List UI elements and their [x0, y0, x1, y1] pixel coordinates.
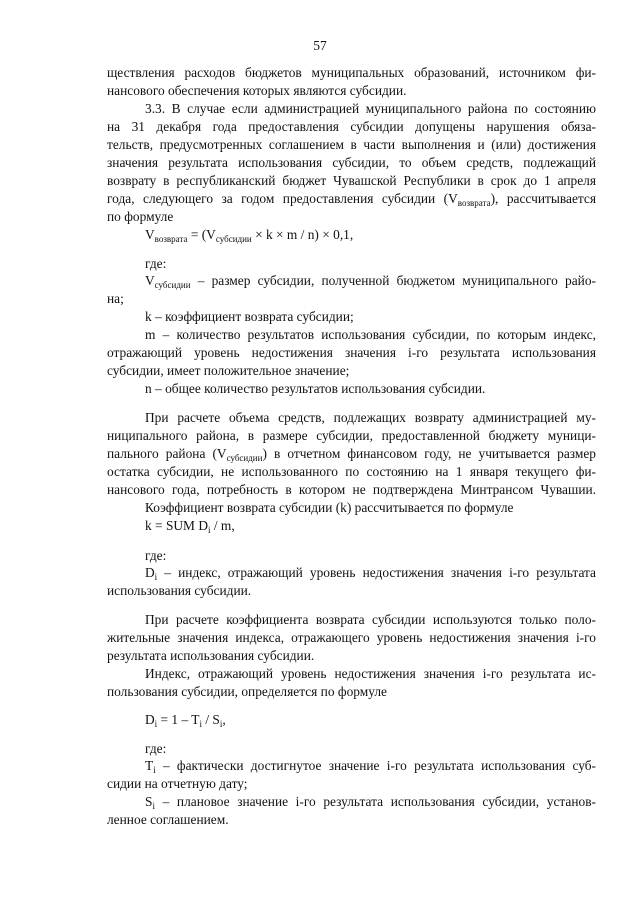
text-line: субсидии, имеет положительное значение; [107, 363, 350, 378]
paragraph-start: Индекс, отражающий уровень недостижения значения i-го результата ис- [145, 666, 596, 681]
where-label: где: [145, 548, 167, 563]
text-line: тельств, предусмотренных соглашением в части выполнения и (или) достижения [107, 137, 596, 152]
paragraph-start: При расчете объема средств, подлежащих возврату администрацией му- [145, 410, 596, 425]
text-line: года, следующего за годом предоставления субсидии $(V_{возврата})$, рассчитывается [107, 191, 597, 208]
text-line: на 31 декабря года предоставления субсидии допущены нарушения обяза- [107, 119, 596, 134]
text-line: на; [107, 291, 124, 306]
text-line: жительные значения индекса, отражающего уровень недостижения значения i-го [107, 630, 596, 645]
definition-s-i: $S_i$ – плановое значение i-го результата использования субсидии, установ- [145, 794, 596, 811]
where-label: где: [145, 256, 167, 271]
paragraph-start: При расчете коэффициента возврата субсидии используются только поло- [145, 612, 596, 627]
text-line: пального района $(V_{субсидии})$ в отчетном финансовом году, не учитывается размер [107, 446, 596, 463]
definition-d-i: $D_i$ – индекс, отражающий уровень недостижения значения i-го результата [145, 565, 596, 582]
text-line: ниципального района, в размере субсидии, предоставленной бюджету муници- [107, 428, 596, 443]
text-line: возврату в республиканский бюджет Чувашской Республики в срок до 1 апреля [107, 173, 596, 188]
formula-index: $D_i = 1 - T_i / S_i$, [145, 712, 226, 729]
text-line: остатка субсидии, не использованного по состоянию на 1 января текущего фи- [107, 464, 596, 479]
definition-m: m – количество результатов использования субсидии, по которым индекс, [145, 327, 596, 342]
formula-return-coefficient: k = SUM $D_i$ / m, [145, 518, 235, 535]
text-line: значения результата использования субсидии, то объем средств, подлежащий [107, 155, 596, 170]
text-line: сидии на отчетную дату; [107, 776, 248, 791]
text-line: результата использования субсидии. [107, 648, 315, 663]
definition-t-i: $T_i$ – фактически достигнутое значение i-го результата использования суб- [145, 758, 596, 775]
definition-v-subsidy: $V_{субсидии}$ – размер субсидии, полученной бюджетом муниципального райо- [145, 273, 596, 290]
text-line: ществления расходов бюджетов муниципальных образований, источником фи- [107, 65, 596, 80]
text-line: пользования субсидии, определяется по формуле [107, 684, 387, 699]
text-line: нансового года, потребность в котором не подтверждена Минтрансом Чувашии. [107, 482, 596, 497]
where-label: где: [145, 741, 167, 756]
text-line: использования субсидии. [107, 583, 252, 598]
paragraph-start: Коэффициент возврата субсидии (k) рассчитывается по формуле [145, 500, 514, 515]
definition-n: n – общее количество результатов использования субсидии. [145, 381, 486, 396]
text-line: по формуле [107, 209, 174, 224]
formula-return-amount: $V_{возврата} = (V_{субсидии} \times k \times m / n) \times 0,1$, [145, 227, 354, 244]
text-line: отражающий уровень недостижения значения i-го результата использования [107, 345, 596, 360]
text-line: ленное соглашением. [107, 812, 229, 827]
text-line: нансового обеспечения которых являются субсидии. [107, 83, 407, 98]
page-number: 57 [313, 38, 327, 53]
definition-k: k – коэффициент возврата субсидии; [145, 309, 354, 324]
paragraph-3-3-start: 3.3. В случае если администрацией муниципального района по состоянию [145, 101, 596, 116]
